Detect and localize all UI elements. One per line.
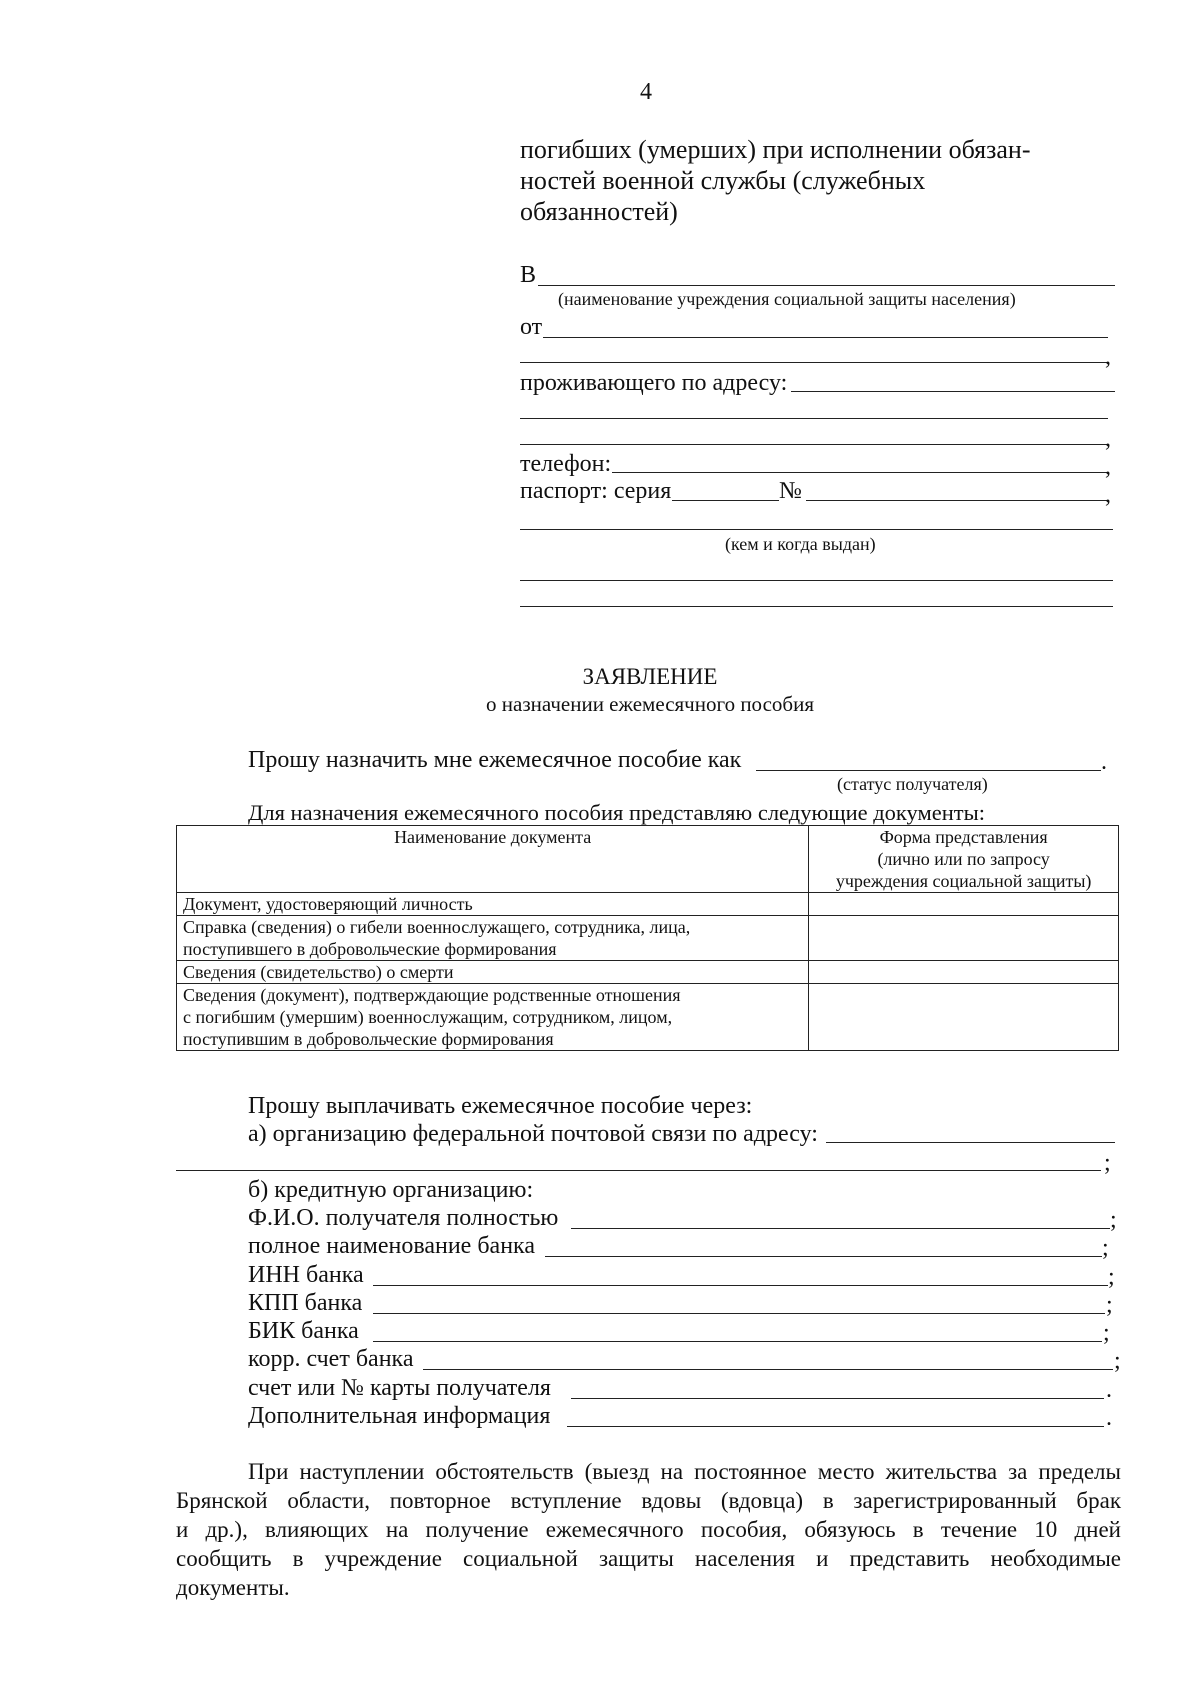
field-end: ;: [1114, 1348, 1121, 1374]
period: .: [1101, 749, 1107, 775]
passport-series-field[interactable]: [672, 500, 779, 501]
field-end: ;: [1106, 1292, 1113, 1318]
paragraph-line: документы.: [176, 1575, 290, 1600]
payment-option-b: б) кредитную организацию:: [248, 1177, 534, 1203]
obligation-paragraph: [176, 1457, 1121, 1602]
bank-kpp-field[interactable]: [373, 1313, 1105, 1314]
document-name-cell: [177, 984, 809, 1051]
field-end: ;: [1103, 1320, 1110, 1346]
passport-number-field[interactable]: [806, 500, 1108, 501]
postal-address-field-line2[interactable]: [176, 1170, 1101, 1171]
document-subtitle: о назначении ежемесячного пособия: [486, 692, 814, 716]
recipient-name-field[interactable]: [571, 1228, 1110, 1229]
form-cell[interactable]: [809, 961, 1119, 984]
header-line: ностей военной службы (служебных: [520, 166, 926, 195]
card-number-field[interactable]: [571, 1398, 1104, 1399]
docs-intro: Для назначения ежемесячного пособия представляю следующие документы:: [248, 800, 985, 825]
field-end: ;: [1108, 1264, 1115, 1290]
comma: ,: [1105, 344, 1111, 370]
bank-bik-field[interactable]: [373, 1341, 1102, 1342]
document-name-cell: [177, 961, 809, 984]
payment-intro: Прошу выплачивать ежемесячное пособие через:: [248, 1093, 753, 1119]
field-end: ;: [1110, 1207, 1117, 1233]
cell-text: поступившего в добровольческие формирования: [183, 939, 557, 959]
paragraph-line: При наступлении обстоятельств (выезд на постоянное место жительства за пределы: [248, 1459, 1121, 1484]
phone-label: телефон:: [520, 451, 612, 477]
comma: ,: [1105, 426, 1111, 452]
document-name-cell: [177, 916, 809, 961]
from-name-field[interactable]: [543, 337, 1108, 338]
phone-field[interactable]: [612, 472, 1108, 473]
cell-text: Справка (сведения) о гибели военнослужащего, сотрудника, лица,: [183, 917, 691, 937]
passport-issued-field[interactable]: [520, 529, 1113, 530]
field-label: ИНН банка: [248, 1262, 364, 1288]
address-field-line3[interactable]: [520, 444, 1108, 445]
field-label: Дополнительная информация: [248, 1403, 551, 1429]
address-field-line2[interactable]: [520, 418, 1108, 419]
form-cell[interactable]: [809, 893, 1119, 916]
field-label: счет или № карты получателя: [248, 1375, 551, 1401]
header-line: погибших (умерших) при исполнении обязан-: [520, 135, 1031, 164]
institution-field[interactable]: [538, 285, 1115, 286]
status-caption: (статус получателя): [837, 774, 988, 794]
page-number: 4: [640, 79, 652, 105]
request-line: Прошу назначить мне ежемесячное пособие как: [248, 747, 742, 773]
semicolon: ;: [1104, 1150, 1111, 1176]
header-line: обязанностей): [520, 197, 678, 226]
field-end: .: [1106, 1405, 1112, 1431]
field-label: Ф.И.О. получателя полностью: [248, 1205, 559, 1231]
passport-number-label: №: [779, 478, 802, 504]
additional-info-field[interactable]: [567, 1426, 1104, 1427]
postal-address-field[interactable]: [826, 1142, 1115, 1143]
bank-name-field[interactable]: [545, 1256, 1102, 1257]
field-label: КПП банка: [248, 1290, 363, 1316]
paragraph-line: и др.), влияющих на получение ежемесячного пособия, обязуюсь в течение 10 дней: [176, 1517, 1121, 1542]
header-text-line: Форма представления: [879, 827, 1048, 847]
table-header-cell: Наименование документа: [177, 826, 809, 893]
extra-line[interactable]: [520, 580, 1113, 581]
cell-text: Сведения (документ), подтверждающие родственные отношения: [183, 985, 681, 1005]
table-row: [177, 984, 1119, 1051]
table-row: [177, 961, 1119, 984]
from-name-field-line2[interactable]: [520, 362, 1108, 363]
header-text-line: учреждения социальной защиты): [835, 871, 1092, 891]
extra-line[interactable]: [520, 606, 1113, 607]
field-label: БИК банка: [248, 1318, 359, 1344]
address-field[interactable]: [791, 391, 1115, 392]
header-block: [520, 134, 1031, 227]
table-row: [177, 893, 1119, 916]
field-label: корр. счет банка: [248, 1346, 414, 1372]
paragraph-line: Брянской области, повторное вступление вдовы (вдовца) в зарегистрированный брак: [176, 1488, 1121, 1513]
recipient-status-field[interactable]: [756, 770, 1101, 771]
cell-text: с погибшим (умершим) военнослужащим, сотрудником, лицом,: [183, 1007, 673, 1027]
issued-caption: (кем и когда выдан): [725, 534, 876, 554]
field-end: .: [1106, 1377, 1112, 1403]
cell-text: Документ, удостоверяющий личность: [183, 894, 473, 914]
field-end: ;: [1102, 1235, 1109, 1261]
cell-text: Сведения (свидетельство) о смерти: [183, 962, 454, 982]
comma: ,: [1105, 454, 1111, 480]
payment-option-a: а) организацию федеральной почтовой связи по адресу:: [248, 1121, 818, 1147]
documents-table: [176, 825, 1119, 1051]
to-prefix: В: [520, 262, 537, 288]
document-title: ЗАЯВЛЕНИЕ: [582, 664, 718, 689]
document-name-cell: [177, 893, 809, 916]
cell-text: поступившим в добровольческие формирования: [183, 1029, 554, 1049]
comma: ,: [1105, 482, 1111, 508]
form-cell[interactable]: [809, 916, 1119, 961]
header-text-line: (лично или по запросу: [877, 849, 1050, 869]
field-label: полное наименование банка: [248, 1233, 535, 1259]
table-header-row: [177, 826, 1119, 893]
corr-account-field[interactable]: [423, 1369, 1113, 1370]
table-row: [177, 916, 1119, 961]
bank-inn-field[interactable]: [373, 1285, 1108, 1286]
table-header-cell: [809, 826, 1119, 893]
from-prefix: от: [520, 314, 543, 340]
form-cell[interactable]: [809, 984, 1119, 1051]
institution-caption: (наименование учреждения социальной защиты населения): [558, 289, 1016, 309]
address-label: проживающего по адресу:: [520, 370, 788, 396]
passport-label: паспорт: серия: [520, 478, 672, 504]
paragraph-line: сообщить в учреждение социальной защиты населения и представить необходимые: [176, 1546, 1121, 1571]
